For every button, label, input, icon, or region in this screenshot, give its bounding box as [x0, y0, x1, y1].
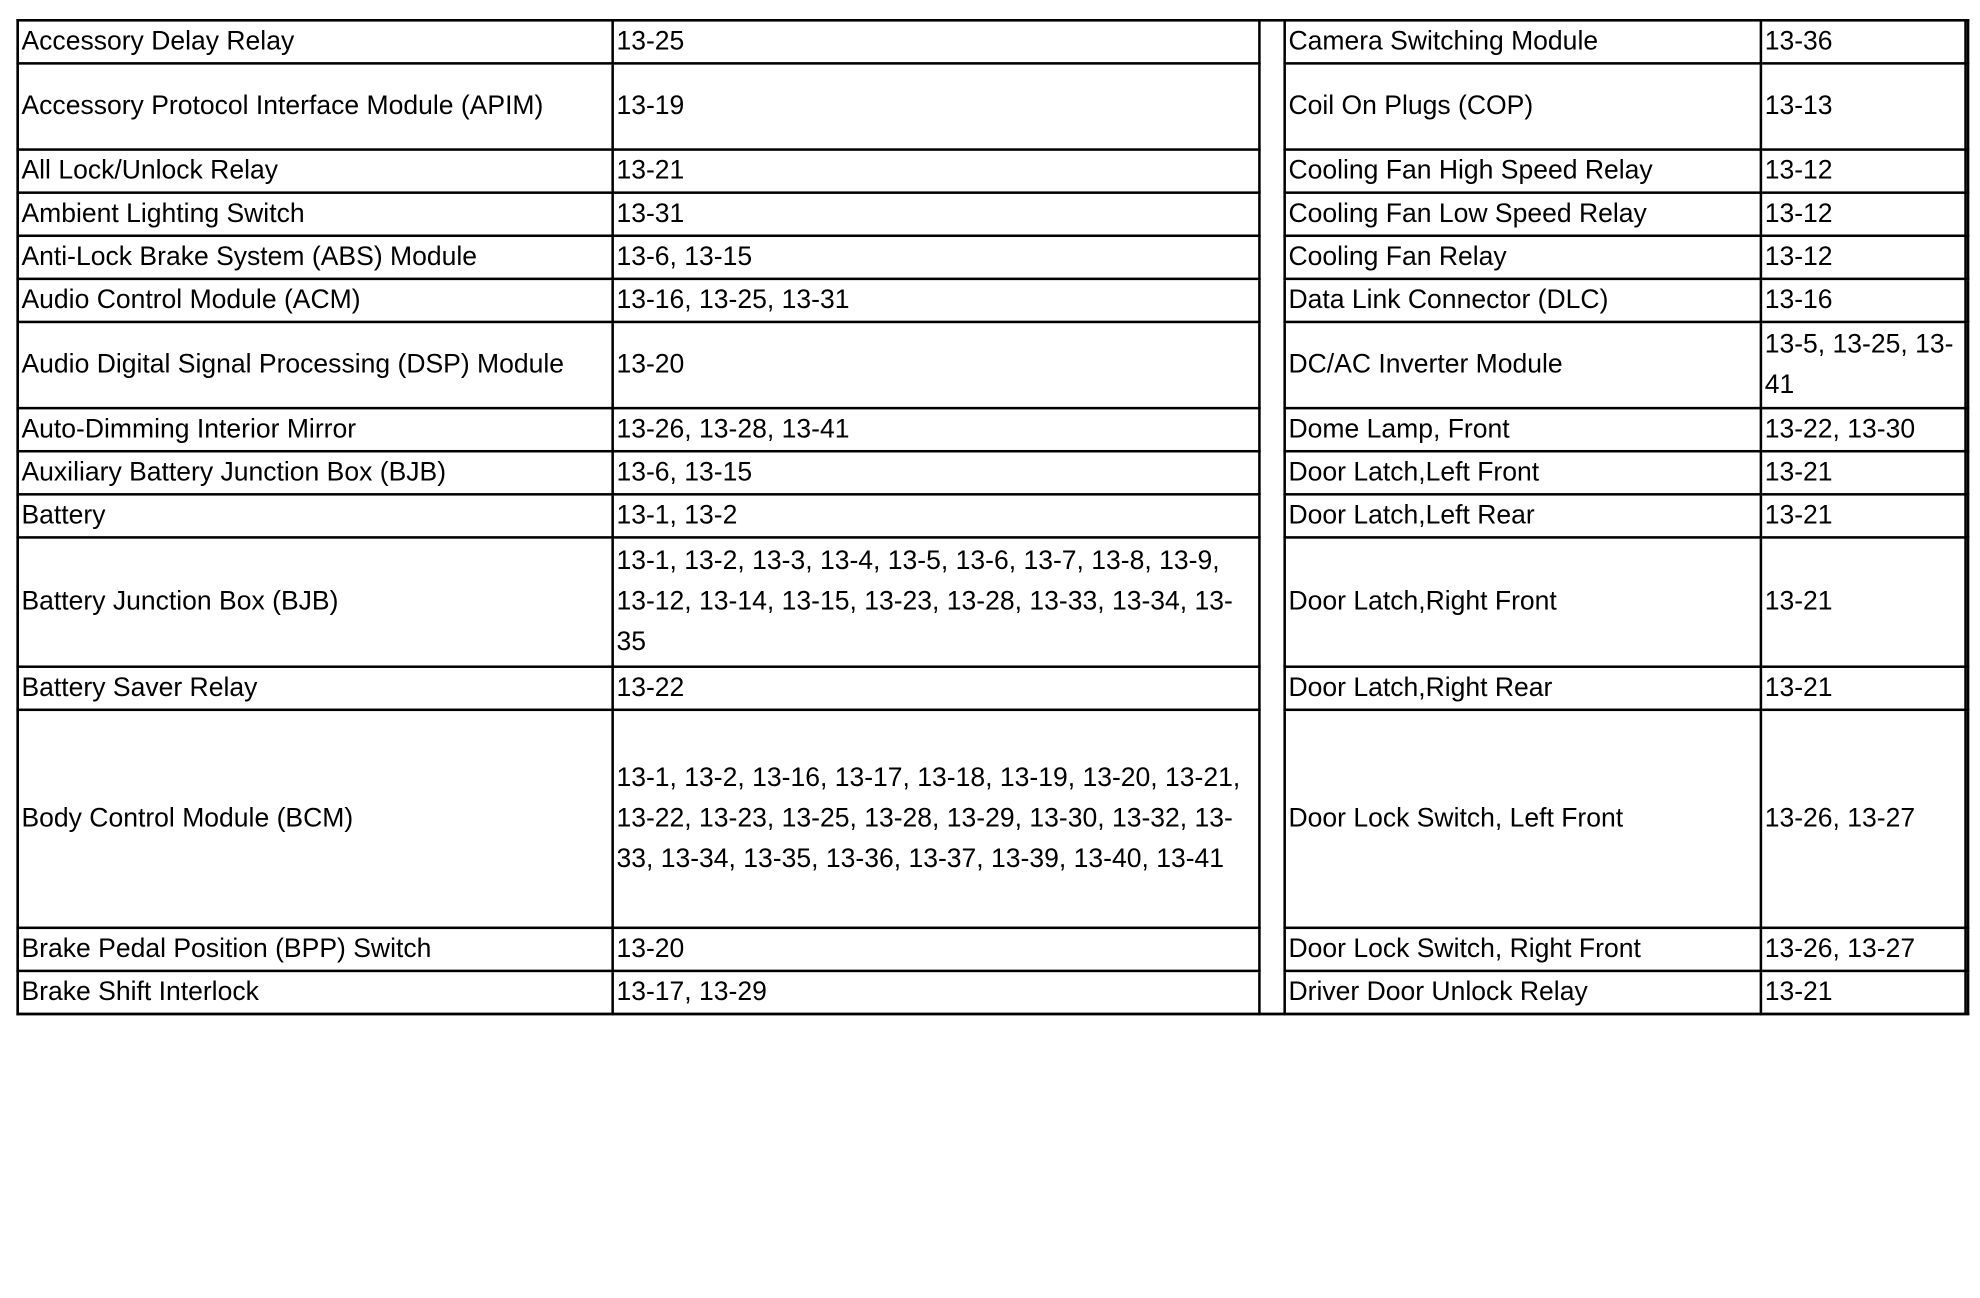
component-name: Door Latch,Left Front	[1285, 451, 1761, 494]
page-refs: 13-21	[1761, 667, 1968, 710]
component-name: Door Lock Switch, Left Front	[1285, 710, 1761, 928]
table-row	[18, 408, 1260, 451]
component-name: Battery Junction Box (BJB)	[18, 537, 613, 666]
page-refs: 13-20	[613, 322, 1260, 408]
page-refs: 13-16, 13-25, 13-31	[613, 279, 1260, 322]
table-row	[1285, 322, 1968, 408]
table-row	[1285, 971, 1968, 1014]
component-name: Brake Pedal Position (BPP) Switch	[18, 928, 613, 971]
page-refs: 13-1, 13-2	[613, 494, 1260, 537]
table-row	[1285, 150, 1968, 193]
table-row	[18, 63, 1260, 149]
table-row	[18, 322, 1260, 408]
page-refs: 13-36	[1761, 20, 1968, 63]
page-refs: 13-12	[1761, 193, 1968, 236]
component-name: Anti-Lock Brake System (ABS) Module	[18, 236, 613, 279]
table-row	[18, 451, 1260, 494]
table-row	[18, 279, 1260, 322]
table-row	[1285, 494, 1968, 537]
table-row	[18, 710, 1260, 928]
page-refs: 13-1, 13-2, 13-16, 13-17, 13-18, 13-19, 13-20, 13-21, 13-22, 13-23, 13-25, 13-28, 13-29, 13-30, 13-32, 13-33, 13-34, 13-35, 13-36, 13-37, 13-39, 13-40, 13-41	[613, 710, 1260, 928]
page-refs: 13-6, 13-15	[613, 451, 1260, 494]
page-refs: 13-21	[1761, 451, 1968, 494]
table-row	[1285, 667, 1968, 710]
table-row	[1285, 928, 1968, 971]
component-name: Cooling Fan Relay	[1285, 236, 1761, 279]
table-row	[18, 236, 1260, 279]
table-row	[1285, 408, 1968, 451]
table-row	[18, 494, 1260, 537]
page-refs: 13-12	[1761, 236, 1968, 279]
table-row	[18, 928, 1260, 971]
component-name: Audio Digital Signal Processing (DSP) Module	[18, 322, 613, 408]
page-refs: 13-21	[613, 150, 1260, 193]
page-refs: 13-25	[613, 20, 1260, 63]
component-name: Cooling Fan High Speed Relay	[1285, 150, 1761, 193]
page-refs: 13-22, 13-30	[1761, 408, 1968, 451]
component-name: Cooling Fan Low Speed Relay	[1285, 193, 1761, 236]
table-row	[1285, 279, 1968, 322]
table-row	[1285, 63, 1968, 149]
table-row	[18, 537, 1260, 666]
table-row	[1285, 236, 1968, 279]
page-refs: 13-16	[1761, 279, 1968, 322]
component-name: Body Control Module (BCM)	[18, 710, 613, 928]
page-refs: 13-26, 13-27	[1761, 710, 1968, 928]
component-name: Door Lock Switch, Right Front	[1285, 928, 1761, 971]
table-row	[1285, 451, 1968, 494]
component-name: Camera Switching Module	[1285, 20, 1761, 63]
component-index-table-left	[16, 19, 1260, 1015]
table-row	[1285, 20, 1968, 63]
page-refs: 13-12	[1761, 150, 1968, 193]
page-refs: 13-31	[613, 193, 1260, 236]
table-row	[18, 971, 1260, 1014]
component-name: Auxiliary Battery Junction Box (BJB)	[18, 451, 613, 494]
page-refs: 13-1, 13-2, 13-3, 13-4, 13-5, 13-6, 13-7, 13-8, 13-9, 13-12, 13-14, 13-15, 13-23, 13-28, 13-33, 13-34, 13-35	[613, 537, 1260, 666]
component-name: All Lock/Unlock Relay	[18, 150, 613, 193]
table-row	[18, 150, 1260, 193]
page-refs: 13-26, 13-28, 13-41	[613, 408, 1260, 451]
component-name: Door Latch,Right Front	[1285, 537, 1761, 666]
table-row	[1285, 537, 1968, 666]
page-refs: 13-6, 13-15	[613, 236, 1260, 279]
component-name: Accessory Protocol Interface Module (APIM)	[18, 63, 613, 149]
component-name: Accessory Delay Relay	[18, 20, 613, 63]
page-refs: 13-26, 13-27	[1761, 928, 1968, 971]
component-name: Battery	[18, 494, 613, 537]
component-name: Coil On Plugs (COP)	[1285, 63, 1761, 149]
page-refs: 13-19	[613, 63, 1260, 149]
component-name: Driver Door Unlock Relay	[1285, 971, 1761, 1014]
page-refs: 13-13	[1761, 63, 1968, 149]
table-row	[1285, 193, 1968, 236]
component-name: Brake Shift Interlock	[18, 971, 613, 1014]
page-refs: 13-21	[1761, 971, 1968, 1014]
component-name: Dome Lamp, Front	[1285, 408, 1761, 451]
column-gap-divider	[1258, 19, 1283, 1015]
table-row	[18, 667, 1260, 710]
component-index-table-right	[1283, 19, 1969, 1015]
page-refs: 13-21	[1761, 537, 1968, 666]
component-name: Door Latch,Left Rear	[1285, 494, 1761, 537]
page-refs: 13-5, 13-25, 13-41	[1761, 322, 1968, 408]
table-row	[18, 20, 1260, 63]
page-refs: 13-17, 13-29	[613, 971, 1260, 1014]
component-name: Auto-Dimming Interior Mirror	[18, 408, 613, 451]
component-name: Door Latch,Right Rear	[1285, 667, 1761, 710]
page-refs: 13-22	[613, 667, 1260, 710]
page-refs: 13-21	[1761, 494, 1968, 537]
table-row	[1285, 710, 1968, 928]
page-refs: 13-20	[613, 928, 1260, 971]
table-row	[18, 193, 1260, 236]
component-name: Data Link Connector (DLC)	[1285, 279, 1761, 322]
component-name: DC/AC Inverter Module	[1285, 322, 1761, 408]
component-name: Ambient Lighting Switch	[18, 193, 613, 236]
component-name: Battery Saver Relay	[18, 667, 613, 710]
component-name: Audio Control Module (ACM)	[18, 279, 613, 322]
